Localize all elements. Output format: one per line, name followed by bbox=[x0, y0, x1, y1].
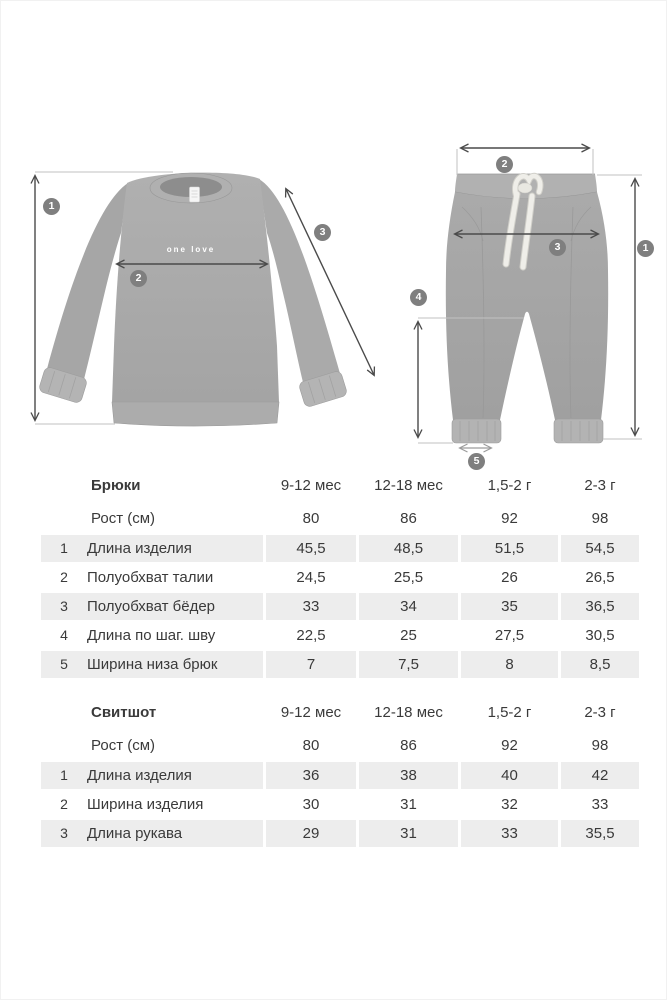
marker-sweatshirt-sleeve: 3 bbox=[314, 224, 331, 241]
table-row bbox=[41, 593, 639, 620]
row-label: Ширина изделия bbox=[87, 796, 204, 813]
size-value: 8,5 bbox=[561, 651, 639, 678]
size-value: 33 bbox=[461, 820, 558, 847]
size-value: 36,5 bbox=[561, 593, 639, 620]
size-value: 30 bbox=[302, 796, 320, 813]
row-label: Длина по шаг. шву bbox=[87, 627, 216, 644]
height-label: Рост (см) bbox=[91, 736, 156, 754]
row-number: 5 bbox=[60, 656, 68, 672]
marker-pants-waist: 2 bbox=[496, 156, 513, 173]
row-label-cell bbox=[41, 593, 263, 620]
size-value: 35 bbox=[461, 593, 558, 620]
sweatshirt-size-table bbox=[38, 694, 642, 849]
table-row bbox=[41, 791, 639, 818]
sweatshirt-height-row bbox=[41, 730, 639, 760]
size-value: 33 bbox=[591, 796, 609, 813]
row-number: 1 bbox=[60, 540, 68, 556]
height-value: 86 bbox=[400, 736, 417, 754]
col-header: 1,5-2 г bbox=[487, 703, 532, 721]
pants-left-leg-cuff bbox=[452, 419, 501, 443]
sweatshirt-print-text: one love bbox=[166, 245, 216, 254]
row-number: 4 bbox=[60, 627, 68, 643]
pants-size-table bbox=[38, 467, 642, 680]
size-value: 30,5 bbox=[585, 627, 615, 644]
marker-pants-inseam: 4 bbox=[410, 289, 427, 306]
size-value: 40 bbox=[461, 762, 558, 789]
size-value: 7,5 bbox=[359, 651, 458, 678]
garment-measurement-figure bbox=[1, 1, 667, 471]
row-label: Длина изделия bbox=[87, 767, 192, 784]
size-value: 22,5 bbox=[296, 627, 326, 644]
sweatshirt-table-title: Свитшот bbox=[91, 703, 157, 721]
row-label: Полуобхват бёдер bbox=[87, 598, 216, 615]
size-value: 33 bbox=[266, 593, 356, 620]
col-header: 9-12 мес bbox=[280, 703, 342, 721]
pants-height-row bbox=[41, 503, 639, 533]
col-header: 2-3 г bbox=[584, 703, 616, 721]
marker-pants-hips: 3 bbox=[549, 239, 566, 256]
row-label-cell bbox=[41, 535, 263, 562]
size-value: 8 bbox=[461, 651, 558, 678]
table-row bbox=[41, 535, 639, 562]
size-value: 29 bbox=[266, 820, 356, 847]
col-header: 9-12 мес bbox=[280, 476, 342, 494]
size-value: 36 bbox=[266, 762, 356, 789]
pants-table-title: Брюки bbox=[91, 476, 141, 494]
row-number: 2 bbox=[60, 796, 68, 812]
size-value: 54,5 bbox=[561, 535, 639, 562]
height-value: 92 bbox=[501, 736, 518, 754]
table-row bbox=[41, 622, 639, 649]
table-row bbox=[41, 651, 639, 678]
height-label: Рост (см) bbox=[91, 509, 156, 527]
size-value: 34 bbox=[359, 593, 458, 620]
row-label-cell bbox=[41, 791, 263, 818]
size-value: 27,5 bbox=[494, 627, 525, 644]
col-header: 12-18 мес bbox=[374, 703, 443, 721]
row-label-cell bbox=[41, 762, 263, 789]
table-row bbox=[41, 820, 639, 847]
size-value: 45,5 bbox=[266, 535, 356, 562]
size-value: 38 bbox=[359, 762, 458, 789]
sweatshirt-table-header-row bbox=[41, 696, 639, 728]
pants-table-header-row bbox=[41, 469, 639, 501]
size-value: 48,5 bbox=[359, 535, 458, 562]
size-value: 24,5 bbox=[296, 569, 326, 586]
garment-figure-svg bbox=[1, 1, 667, 471]
size-value: 7 bbox=[266, 651, 356, 678]
height-value: 92 bbox=[501, 509, 518, 527]
height-value: 86 bbox=[400, 509, 417, 527]
sweatshirt-hem bbox=[112, 402, 279, 426]
size-value: 31 bbox=[359, 820, 458, 847]
row-number: 2 bbox=[60, 569, 68, 585]
size-value: 32 bbox=[501, 796, 518, 813]
col-header: 12-18 мес bbox=[374, 476, 443, 494]
row-label: Длина рукава bbox=[87, 825, 183, 842]
height-value: 98 bbox=[591, 736, 609, 754]
size-value: 31 bbox=[400, 796, 417, 813]
row-label: Длина изделия bbox=[87, 540, 192, 557]
row-label-cell bbox=[41, 820, 263, 847]
row-label: Полуобхват талии bbox=[87, 569, 214, 586]
height-value: 98 bbox=[591, 509, 609, 527]
col-header: 1,5-2 г bbox=[487, 476, 532, 494]
size-value: 25,5 bbox=[393, 569, 424, 586]
size-value: 25 bbox=[400, 627, 417, 644]
col-header: 2-3 г bbox=[584, 476, 616, 494]
row-label-cell bbox=[41, 651, 263, 678]
marker-pants-leg-width: 5 bbox=[468, 453, 485, 470]
marker-sweatshirt-length: 1 bbox=[43, 198, 60, 215]
height-value: 80 bbox=[302, 509, 320, 527]
pants-right-leg-cuff bbox=[554, 419, 603, 443]
marker-pants-length: 1 bbox=[637, 240, 654, 257]
size-value: 26,5 bbox=[585, 569, 615, 586]
row-number: 3 bbox=[60, 825, 68, 841]
size-value: 42 bbox=[561, 762, 639, 789]
sweatshirt-graphic bbox=[38, 173, 348, 426]
size-value: 26 bbox=[501, 569, 518, 586]
size-value: 51,5 bbox=[461, 535, 558, 562]
height-value: 80 bbox=[302, 736, 320, 754]
table-row bbox=[41, 762, 639, 789]
row-label: Ширина низа брюк bbox=[87, 656, 218, 673]
table-row bbox=[41, 564, 639, 591]
marker-sweatshirt-width: 2 bbox=[130, 270, 147, 287]
row-number: 1 bbox=[60, 767, 68, 783]
size-value: 35,5 bbox=[561, 820, 639, 847]
sweatshirt-body bbox=[112, 173, 279, 402]
row-label-cell bbox=[41, 564, 263, 591]
sweatshirt-neck-tag bbox=[190, 187, 200, 202]
row-number: 3 bbox=[60, 598, 68, 614]
pants-graphic bbox=[446, 174, 608, 443]
row-label-cell bbox=[41, 622, 263, 649]
